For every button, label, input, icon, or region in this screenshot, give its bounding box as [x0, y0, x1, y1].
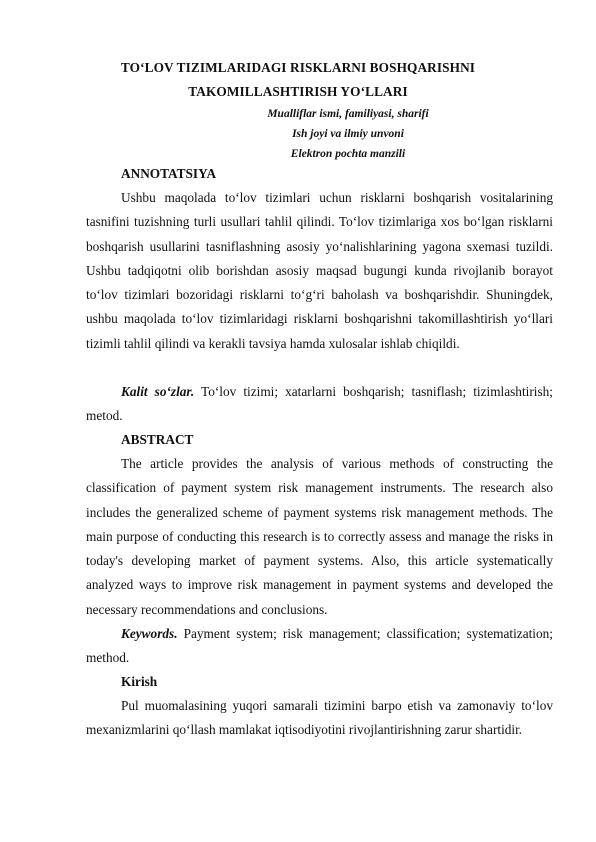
abstract-keywords-label: Keywords. [121, 626, 178, 641]
annotation-heading: ANNOTATSIYA [121, 166, 217, 181]
paper-title-line-1: TO‘LOV TIZIMLARIDAGI RISKLARNI BOSHQARISHNI [120, 60, 476, 75]
paper-title-line-2: TAKOMILLASHTIRISH YO‘LLARI [188, 84, 408, 99]
introduction-text: Pul muomalasining yuqori samarali tizimini barpo etish va zamonaviy to‘lov mexanizmlarini qo‘llash mamlakat iqtisodiyotini rivojlantirishning zarur shartidir. [86, 698, 553, 738]
introduction-heading: Kirish [121, 674, 158, 689]
annotation-keywords-text: To‘lov tizimi; xatarlarni boshqarish; tasniflash; tizimlashtirish; metod. [86, 384, 553, 424]
author-affiliation: Ish joyi va ilmiy unvoni [292, 128, 404, 140]
abstract-keywords [86, 622, 553, 671]
annotation-keywords [86, 380, 553, 429]
annotation-text: Ushbu maqolada to‘lov tizimlari uchun risklarni boshqarish vositalarining tasnifini tuzishning turli usullari tahlil qilindi. To‘lov tizimlariga xos bo‘lgan risklarni boshqarish usullarini tasniflashning asosiy yo‘nalishlarining yagona sxemasi tuzildi. Ushbu tadqiqotni olib borishdan asosiy maqsad bugungi kunda rivojlanib borayot to‘lov tizimlari bozoridagi risklarni to‘g‘ri baholash va boshqarishdir. Shuningdek, ushbu maqolada to‘lov tizimlaridagi risklarni boshqarishni takomillashtirish yo‘llari tizimli tahlil qilindi va kerakli tavsiya hamda xulosalar ishlab chiqildi. [86, 190, 553, 351]
abstract-heading: ABSTRACT [121, 432, 194, 447]
abstract-keywords-text: Payment system; risk management; classification; systematization; method. [86, 626, 553, 666]
author-names: Mualliflar ismi, familiyasi, sharifi [267, 108, 429, 120]
annotation-keywords-label: Kalit so‘zlar. [121, 384, 195, 399]
author-email: Elektron pochta manzili [290, 148, 406, 160]
abstract-text: The article provides the analysis of various methods of constructing the classification of payment system risk management instruments. The research also includes the generalized scheme of payment systems risk management methods. The main purpose of conducting this research is to correctly assess and manage the risks in today's developing market of payment systems. Also, this article systematically analyzed ways to improve risk management in payment systems and developed the necessary recommendations and conclusions. [86, 456, 553, 617]
